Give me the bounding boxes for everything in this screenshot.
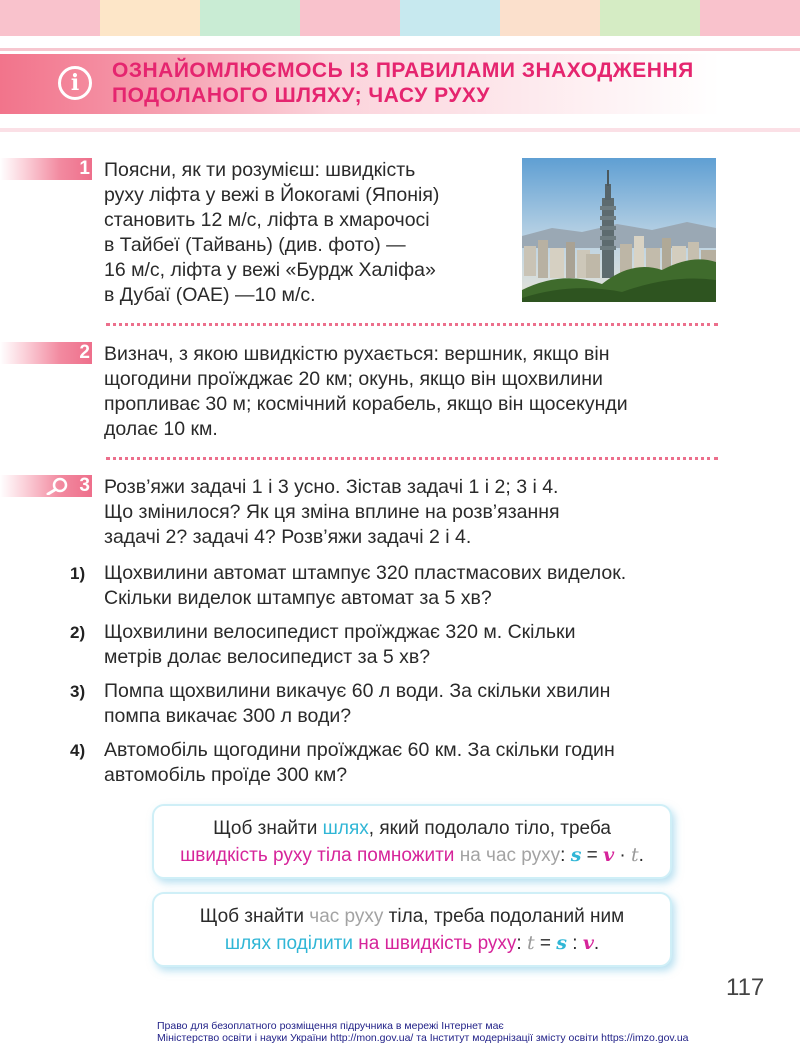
rule-text: . [593,933,600,954]
task-number: 1 [79,158,90,179]
formula-v: v [582,932,594,954]
taipei-skyline-photo [522,158,716,302]
text-line: 16 м/с, ліфта у вежі «Бурдж Халіфа» [104,259,436,281]
rule-keyword: на швидкість руху [353,933,517,954]
rule-line [154,842,670,869]
formula-t: t [631,844,639,866]
rule-keyword: поділити [270,933,353,954]
text-line: Щохвилини автомат штампує 320 пластмасових виделок. [104,562,627,584]
divider [0,128,800,132]
formula-s: s [570,844,582,866]
strip-cell [400,0,500,36]
text-line: автомобіль проїде 300 км? [104,764,348,786]
text-line: в Тайбеї (Тайвань) (див. фото) — [104,234,406,256]
rule-line [154,903,670,930]
task-number: 2 [79,342,90,363]
text-line: становить 12 м/с, ліфта в хмарочосі [104,209,430,231]
strip-cell [700,0,800,36]
task-number-tab [0,342,92,364]
task-1-text [104,158,514,308]
rule-keyword: швидкість руху тіла [180,845,352,866]
info-icon: i [58,66,92,100]
formula-eq: = [581,845,604,866]
text-line: Скільки виделок штампує автомат за 5 хв? [104,587,492,609]
title-line: ОЗНАЙОМЛЮЄМОСЬ ІЗ ПРАВИЛАМИ ЗНАХОДЖЕННЯ [112,59,694,82]
text-line: помпа викачає 300 л води? [104,705,352,727]
text-line: в Дубаї (ОАЕ) —10 м/с. [104,284,316,306]
rule-box-time [152,892,672,967]
strip-cell [600,0,700,36]
strip-cell [500,0,600,36]
top-color-strip [0,0,800,36]
task-3-text [104,475,724,550]
text-line: Що змінилося? Як ця зміна вплине на розв’язання [104,501,560,523]
text-line: метрів долає велосипедист за 5 хв? [104,646,431,668]
text-line: Поясни, як ти розумієш: швидкість [104,159,416,181]
page-number: 117 [726,974,765,1001]
rule-keyword: час руху [309,906,384,927]
text-line: Визнач, з якою швидкістю рухається: вершник, якщо він [104,343,610,365]
rule-keyword: на час руху [454,845,561,866]
section-header [0,54,800,114]
text-line: Помпа щохвилини викачує 60 л води. За скільки хвилин [104,680,611,702]
subtask-text [104,620,724,670]
magnifier-icon [46,477,70,495]
divider [0,48,800,51]
rule-text: . [638,845,644,866]
text-line: Автомобіль щогодини проїжджає 60 км. За скільки годин [104,739,615,761]
rule-box-distance [152,804,672,879]
formula-dot: · [614,845,631,866]
formula-v: v [603,844,615,866]
dotted-divider [106,323,718,326]
rule-text: : [560,845,571,866]
rule-text: тіла, треба подоланий ним [383,906,625,927]
subtask-text [104,561,724,611]
formula-s: s [556,932,567,954]
rule-text: Щоб знайти [199,906,310,927]
strip-cell [0,0,100,36]
subtask-number: 3) [70,682,86,701]
subtask-number: 1) [70,564,86,583]
text-line: Розв’яжи задачі 1 і 3 усно. Зістав задачі 1 і 2; 3 і 4. [104,476,559,498]
rule-line [154,815,670,842]
subtask-text [104,679,724,729]
dotted-divider [106,457,718,460]
strip-cell [100,0,200,36]
subtask-number: 4) [70,741,86,760]
subtask-number: 2) [70,623,86,642]
formula-colon: : [566,933,583,954]
strip-cell [200,0,300,36]
strip-cell [300,0,400,36]
rule-text: , який подолало тіло, треба [368,818,611,839]
rule-keyword: шлях [224,933,271,954]
rule-keyword: помножити [351,845,455,866]
footer-line: Право для безоплатного розміщення підручника в мережі Інтернет має [157,1020,504,1032]
text-line: руху ліфта у вежі в Йокогамі (Японія) [104,184,440,206]
subtask-text [104,738,724,788]
section-title [112,58,752,108]
formula-t: t [526,932,535,954]
formula-eq: = [534,933,557,954]
footer-line: Міністерство освіти і науки України http://mon.gov.ua/ та Інститут модернізації змісту освіти https://imzo.gov.ua [157,1032,689,1044]
task-number-tab [0,158,92,180]
title-line: ПОДОЛАНОГО ШЛЯХУ; ЧАСУ РУХУ [112,84,490,107]
text-line: щогодини проїжджає 20 км; окунь, якщо він щохвилини [104,368,603,390]
rule-text: Щоб знайти [213,818,323,839]
task-2-text [104,342,724,442]
task-number-tab [0,475,92,497]
rule-line [154,930,670,957]
text-line: пропливає 30 м; космічний корабель, якщо він щосекунди [104,393,628,415]
task-number: 3 [79,475,90,496]
rule-text: : [516,933,527,954]
rule-keyword: шлях [322,818,369,839]
text-line: Щохвилини велосипедист проїжджає 320 м. Скільки [104,621,576,643]
text-line: задачі 2? задачі 4? Розв’яжи задачі 2 і 4. [104,526,472,548]
text-line: долає 10 км. [104,418,218,440]
